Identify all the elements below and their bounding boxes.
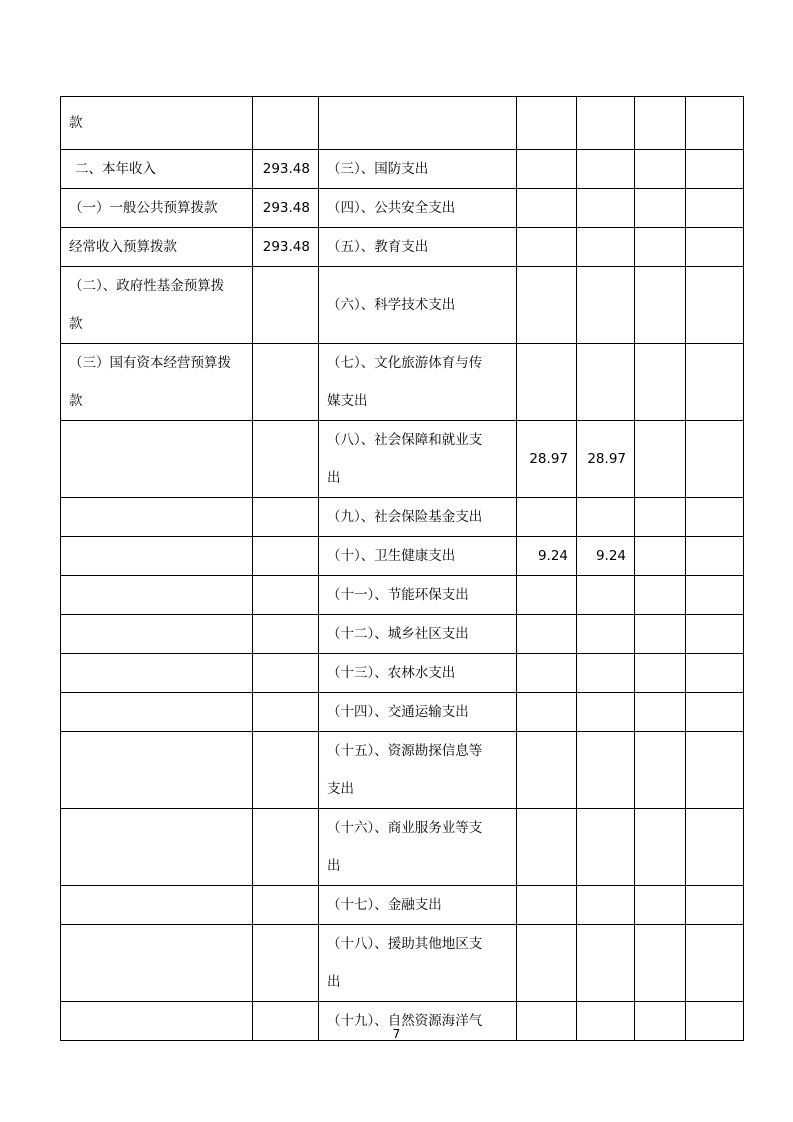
table-row <box>61 809 744 886</box>
income-amount: 293.48 <box>253 189 319 228</box>
table-row <box>61 228 744 267</box>
income-amount: 293.48 <box>253 228 319 267</box>
table-row <box>61 344 744 421</box>
table-row <box>61 537 744 576</box>
expense-label: （十九）、自然资源海洋气 <box>319 1002 517 1041</box>
expense-label: （十八）、援助其他地区支 出 <box>319 925 517 1002</box>
expense-label: （八）、社会保障和就业支 出 <box>319 421 517 498</box>
expense-label: （十三）、农林水支出 <box>319 654 517 693</box>
income-label: 经常收入预算拨款 <box>61 228 253 267</box>
table-row <box>61 886 744 925</box>
expense-label: （十）、卫生健康支出 <box>319 537 517 576</box>
expense-label: （十四）、交通运输支出 <box>319 693 517 732</box>
expense-amount: 9.24 <box>577 537 635 576</box>
expense-label: （五）、教育支出 <box>319 228 517 267</box>
page-number: 7 <box>392 1027 401 1041</box>
expense-amount: 28.97 <box>517 421 577 498</box>
table-row <box>61 693 744 732</box>
expense-label: （四）、公共安全支出 <box>319 189 517 228</box>
expense-amount: 28.97 <box>577 421 635 498</box>
expense-label: （六）、科学技术支出 <box>319 267 517 344</box>
income-label: 二、本年收入 <box>61 150 253 189</box>
cell-label: 款 <box>61 97 253 150</box>
table-row <box>61 421 744 498</box>
income-label: （一）一般公共预算拨款 <box>61 189 253 228</box>
table-row <box>61 654 744 693</box>
table-row <box>61 498 744 537</box>
expense-label: （十二）、城乡社区支出 <box>319 615 517 654</box>
expense-label: （三）、国防支出 <box>319 150 517 189</box>
expense-label: （十五）、资源勘探信息等 支出 <box>319 732 517 809</box>
expense-label: （九）、社会保险基金支出 <box>319 498 517 537</box>
income-amount: 293.48 <box>253 150 319 189</box>
table-row <box>61 576 744 615</box>
table-row <box>61 97 744 150</box>
table-row <box>61 267 744 344</box>
table-row <box>61 925 744 1002</box>
table-row <box>61 615 744 654</box>
expense-label: （十七）、金融支出 <box>319 886 517 925</box>
expense-label: （十一）、节能环保支出 <box>319 576 517 615</box>
expense-amount: 9.24 <box>517 537 577 576</box>
expense-label: （十六）、商业服务业等支 出 <box>319 809 517 886</box>
table-row <box>61 189 744 228</box>
budget-table <box>60 96 744 1041</box>
table-row <box>61 732 744 809</box>
income-label: （三）国有资本经营预算拨 款 <box>61 344 253 421</box>
income-label: （二）、政府性基金预算拨 款 <box>61 267 253 344</box>
expense-label: （七）、文化旅游体育与传 媒支出 <box>319 344 517 421</box>
table-row <box>61 150 744 189</box>
